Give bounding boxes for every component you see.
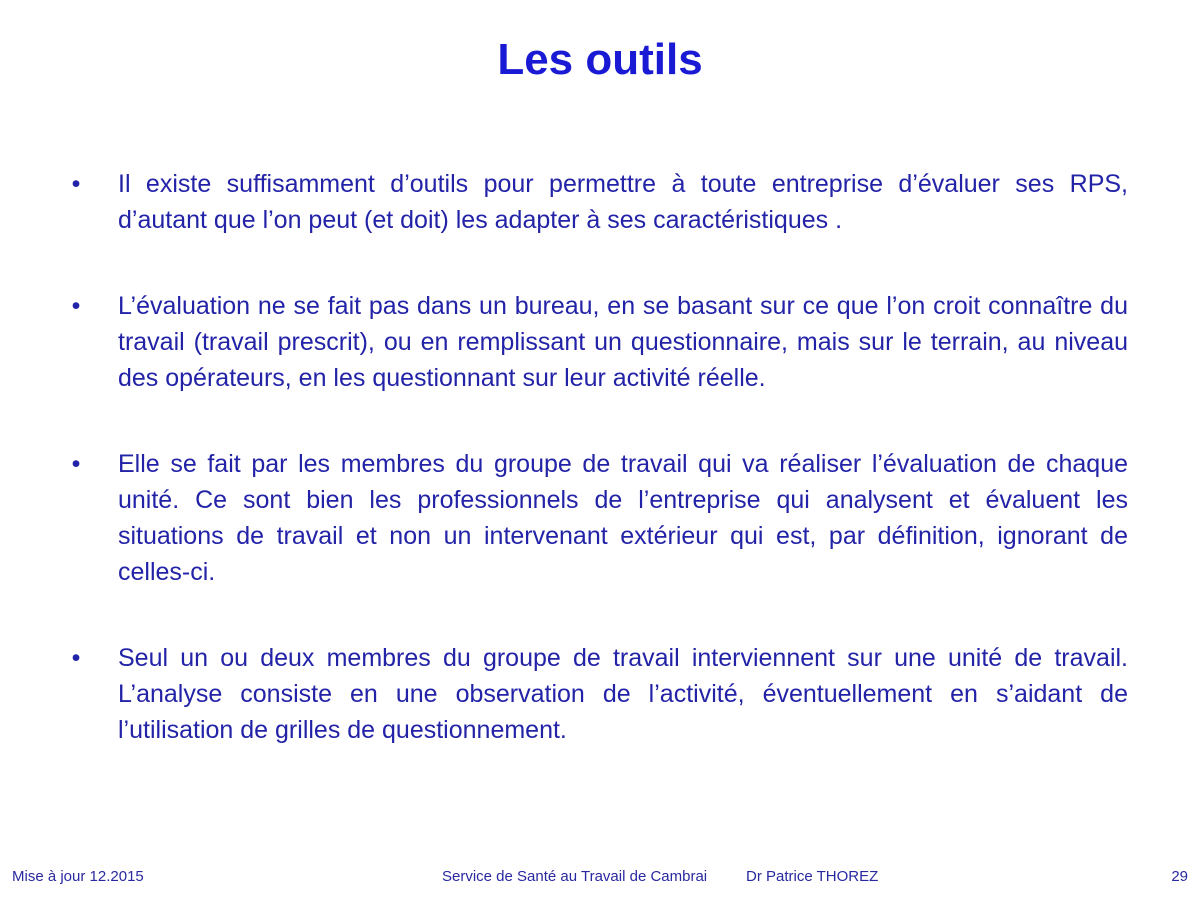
bullet-text: Seul un ou deux membres du groupe de travail interviennent sur une unité de travail. L’analyse consiste en une observation de l’activité, éventuellement en s’aidant de l’utilisation de grilles de questionnement. (118, 644, 1128, 744)
slide-title: Les outils (497, 35, 703, 84)
bullet-marker: • (71, 644, 81, 672)
bullet-text: L’évaluation ne se fait pas dans un bureau, en se basant sur ce que l’on croit connaître du travail (travail prescrit), ou en remplissant un questionnaire, mais sur le terrain, au niveau des opérateurs, en les questionnant sur leur activité réelle. (118, 292, 1128, 392)
footer-page-number: 29 (1171, 868, 1188, 885)
bullet-text: Il existe suffisamment d’outils pour permettre à toute entreprise d’évaluer ses RPS, d’autant que l’on peut (et doit) les adapter à ses caractéristiques . (118, 170, 1128, 234)
footer-author: Dr Patrice THOREZ (746, 868, 879, 885)
footer-organization: Service de Santé au Travail de Cambrai (442, 868, 708, 885)
footer-date: Mise à jour 12.2015 (12, 868, 144, 885)
bullet-text: Elle se fait par les membres du groupe de travail qui va réaliser l’évaluation de chaque unité. Ce sont bien les professionnels de l’entreprise qui analysent et évaluent les situations de travail et non un intervenant extérieur qui est, par définition, ignorant de celles-ci. (118, 450, 1128, 586)
bullet-marker: • (71, 450, 81, 478)
bullet-marker: • (71, 170, 81, 198)
bullet-item (66, 446, 1128, 590)
bullet-item (66, 166, 1128, 238)
bullet-list (66, 166, 1128, 748)
bullet-item (66, 640, 1128, 748)
bullet-item (66, 288, 1128, 396)
bullet-marker: • (71, 292, 81, 320)
